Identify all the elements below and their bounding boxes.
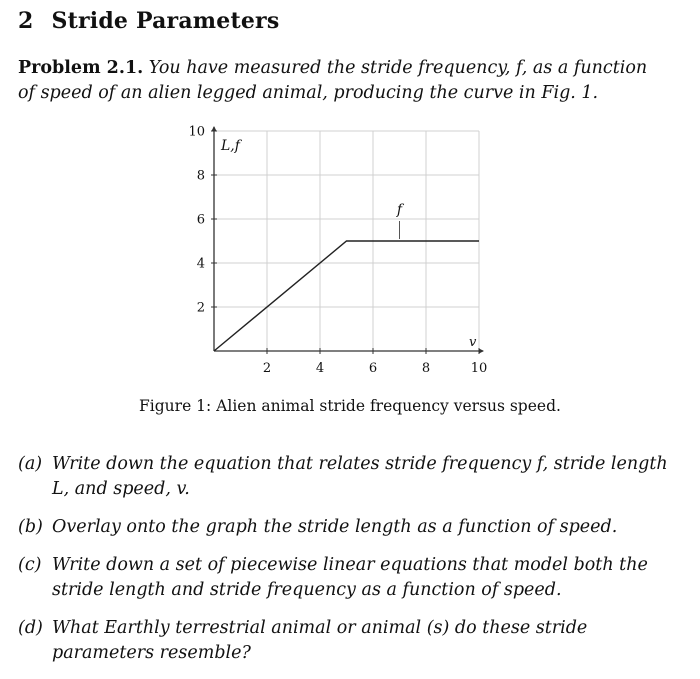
- problem-statement: [18, 56, 668, 106]
- x-tick-label: 2: [262, 361, 272, 376]
- figure-caption: Figure 1: Alien animal stride frequency versus speed.: [139, 397, 561, 415]
- question-text: Overlay onto the graph the stride length as a function of speed.: [52, 517, 618, 537]
- x-tick-label: 6: [368, 361, 378, 376]
- x-tick-label: 8: [421, 361, 431, 376]
- series-line-f: [214, 241, 479, 351]
- problem-text: You have measured the stride frequency, f, as a function of speed of an alien legged animal, producing the curve in Fig. 1.: [18, 58, 648, 103]
- x-axis-label: v: [469, 335, 477, 350]
- annotation-label: f: [396, 202, 403, 218]
- y-axis-arrow: [212, 126, 217, 131]
- y-tick-label: 6: [196, 212, 205, 228]
- y-axis-label: L,f: [221, 138, 240, 154]
- figure-1: [180, 120, 500, 380]
- y-tick-label: 8: [196, 168, 205, 184]
- question-label: (d): [18, 618, 43, 638]
- question-label: (b): [18, 517, 43, 537]
- question-label: (a): [18, 454, 43, 474]
- y-tick-label: 4: [196, 256, 205, 272]
- stride-chart: [180, 120, 500, 380]
- y-tick-label: 10: [188, 124, 205, 140]
- question-d: [18, 616, 678, 666]
- question-list: [18, 452, 678, 679]
- x-axis-arrow: [479, 349, 484, 354]
- x-tick-label: 4: [315, 361, 325, 376]
- section-number: 2: [18, 8, 34, 34]
- problem-label: Problem 2.1.: [18, 58, 144, 78]
- question-text: What Earthly terrestrial animal or animal (s) do these stride parameters resemble?: [52, 618, 588, 663]
- question-a: [18, 452, 678, 502]
- x-tick-label: 10: [470, 361, 488, 376]
- question-b: [18, 515, 678, 540]
- question-label: (c): [18, 555, 42, 575]
- section-title: Stride Parameters: [51, 8, 280, 34]
- question-text: Write down a set of piecewise linear equations that model both the stride length and stride frequency as a function of speed.: [52, 555, 648, 600]
- y-tick-label: 2: [196, 300, 205, 316]
- question-text: Write down the equation that relates stride frequency f, stride length L, and speed, v.: [52, 454, 668, 499]
- question-c: [18, 553, 678, 603]
- section-heading: [18, 8, 279, 34]
